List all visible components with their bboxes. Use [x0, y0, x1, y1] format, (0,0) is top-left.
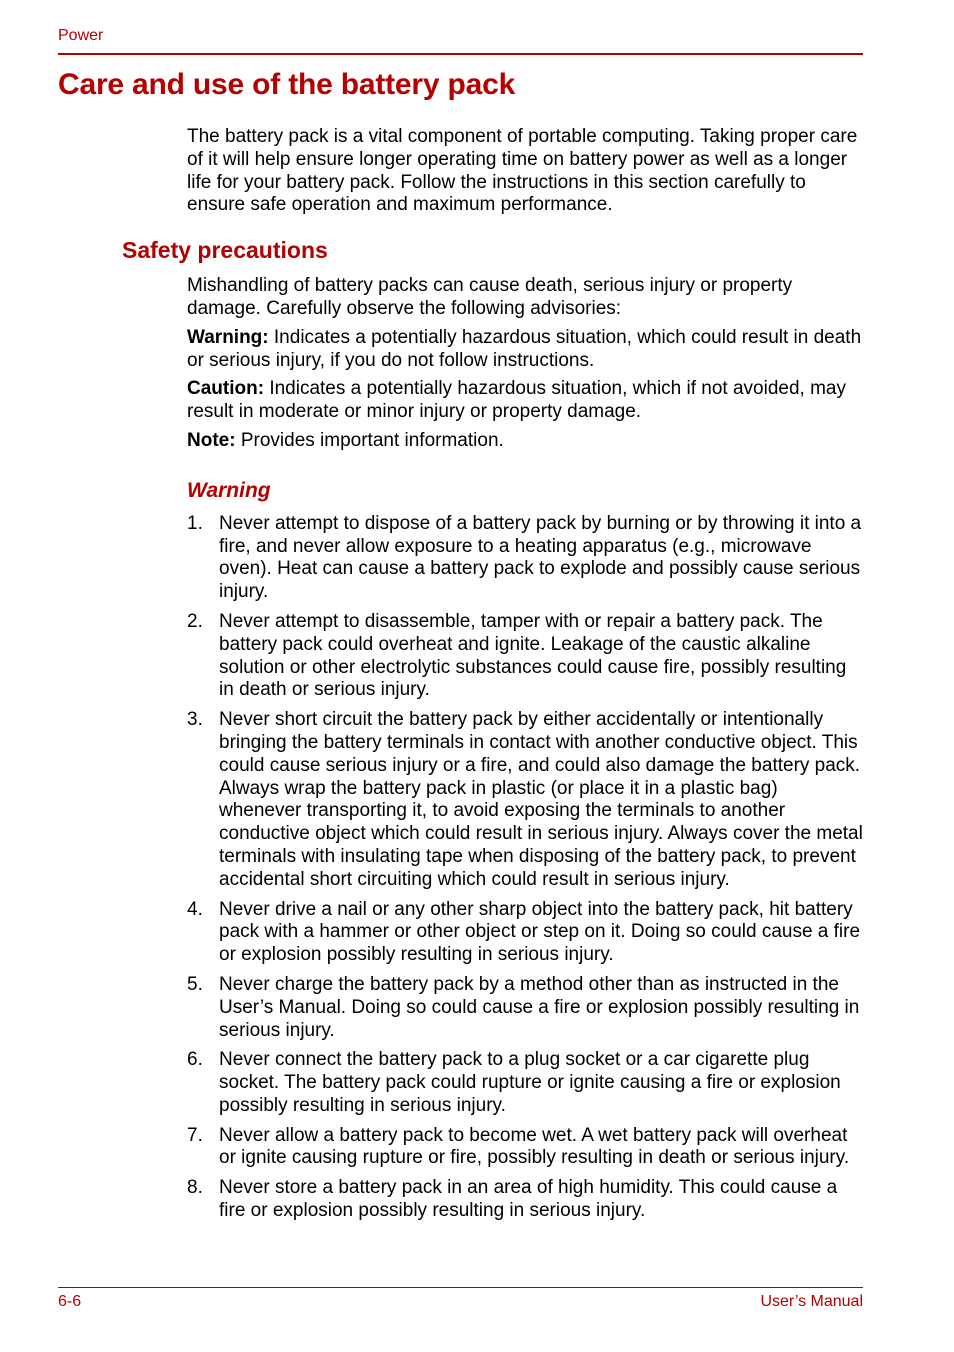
list-item-text: Never drive a nail or any other sharp object into the battery pack, hit battery pack with a hammer or other object or step on it. Doing so could cause a fire or explosion possibly resulting in serious injury. — [219, 898, 861, 966]
warning-list — [187, 513, 863, 1223]
def-warning: Indicates a potentially hazardous situation, which could result in death or serious injury, if you do not follow instructions. — [187, 326, 862, 371]
definition-note — [187, 430, 863, 453]
list-item — [187, 709, 863, 891]
running-header: Power — [58, 27, 104, 44]
safety-intro: Mishandling of battery packs can cause death, serious injury or property damage. Carefully observe the following advisories: — [187, 275, 793, 319]
body-content — [122, 126, 863, 1230]
list-item — [187, 1049, 863, 1117]
term-note: Note: — [187, 429, 236, 451]
list-item-text: Never connect the battery pack to a plug socket or a car cigarette plug socket. The battery pack could rupture or ignite causing a fire or explosion possibly resulting in serious injury. — [219, 1049, 841, 1116]
list-item-number: 5. — [187, 973, 203, 995]
list-item-text: Never short circuit the battery pack by either accidentally or intentionally bringing the battery terminals in contact with another conductive object. This could cause serious injury or a fire, and could also damage the battery pack. Always wrap the battery pack in plastic (or place it in a plastic bag) whenever transporting it, to avoid exposing the terminals to another conductive object which could result in serious injury. Always cover the metal terminals with insulating tape when disposing of the battery pack, to prevent accidental short circuiting which could result in serious injury. — [219, 709, 863, 890]
page-number: 6-6 — [58, 1293, 82, 1310]
list-item-text: Never attempt to dispose of a battery pack by burning or by throwing it into a fire, and never allow exposure to a heating apparatus (e.g., microwave oven). Heat can cause a battery pack to explode and possibly cause serious injury. — [219, 512, 862, 603]
manual-name: User’s Manual — [760, 1293, 863, 1310]
term-warning: Warning: — [187, 326, 269, 348]
list-item — [187, 899, 863, 967]
list-item — [187, 611, 863, 702]
section-heading-safety: Safety precautions — [122, 237, 328, 264]
term-caution: Caution: — [187, 378, 265, 400]
list-item-number: 1. — [187, 512, 203, 534]
list-item-number: 8. — [187, 1177, 203, 1199]
list-item-number: 6. — [187, 1049, 203, 1071]
list-item-text: Never charge the battery pack by a method other than as instructed in the User’s Manual. Doing so could cause a fire or explosion possibly resulting in serious injury. — [219, 973, 860, 1041]
definition-warning — [187, 327, 863, 373]
list-item-text: Never allow a battery pack to become wet. A wet battery pack will overheat or ignite causing rupture or fire, possibly resulting in death or serious injury. — [219, 1124, 850, 1169]
list-item-text: Never store a battery pack in an area of high humidity. This could cause a fire or explosion possibly resulting in serious injury. — [219, 1177, 838, 1222]
page-title: Care and use of the battery pack — [58, 68, 516, 101]
definition-caution — [187, 378, 863, 424]
sub-heading-warning: Warning — [187, 478, 271, 502]
list-item — [187, 974, 863, 1042]
def-note: Provides important information. — [235, 429, 504, 451]
list-item — [187, 513, 863, 604]
list-item — [187, 1125, 863, 1171]
list-item-number: 2. — [187, 610, 203, 632]
list-item-number: 4. — [187, 898, 203, 920]
list-item-number: 3. — [187, 709, 203, 731]
footer-rule — [58, 1287, 863, 1288]
list-item — [187, 1177, 863, 1223]
list-item-number: 7. — [187, 1124, 203, 1146]
header-rule — [58, 53, 863, 55]
list-item-text: Never attempt to disassemble, tamper with or repair a battery pack. The battery pack could overheat and ignite. Leakage of the caustic alkaline solution or other electrolytic substances could cause fire, possibly resulting in death or serious injury. — [219, 610, 847, 701]
def-caution: Indicates a potentially hazardous situation, which if not avoided, may result in moderate or minor injury or property damage. — [187, 378, 846, 423]
intro-paragraph: The battery pack is a vital component of portable computing. Taking proper care of it will help ensure longer operating time on battery power as well as a longer life for your battery pack. Follow the instructions in this section carefully to ensure safe operation and maximum performance. — [187, 126, 858, 216]
